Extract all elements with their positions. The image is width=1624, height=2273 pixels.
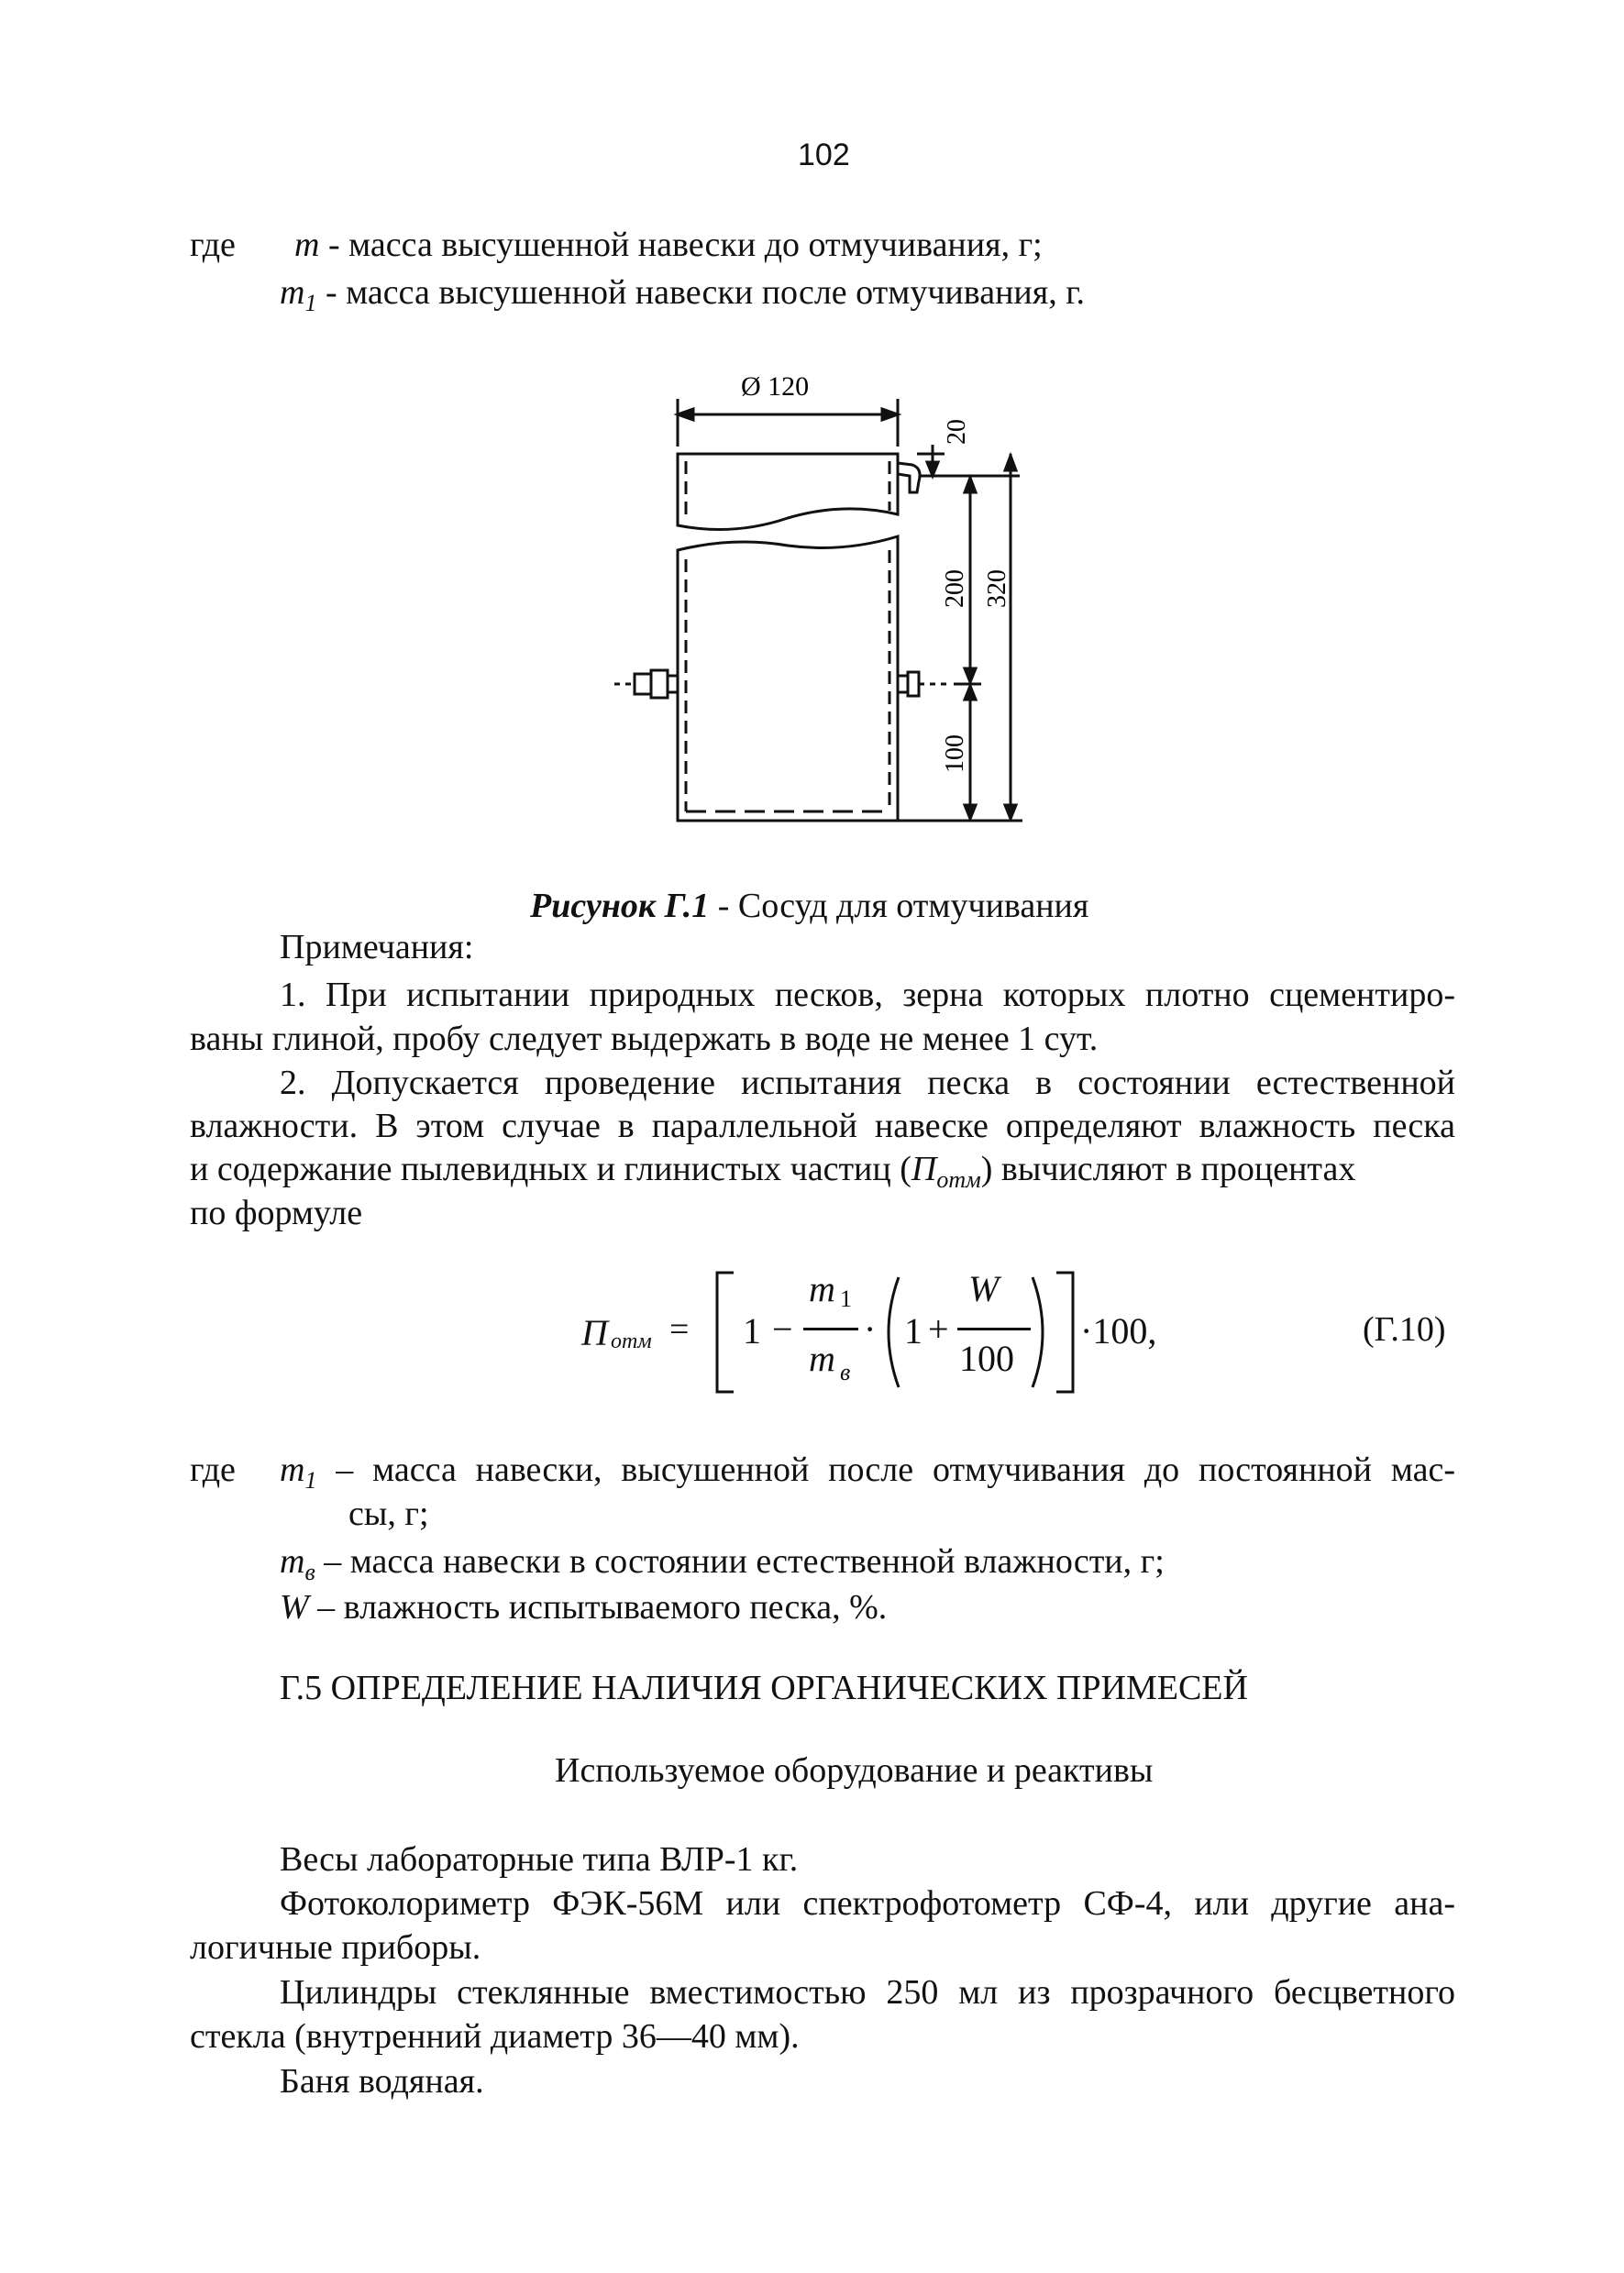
note-2-line-1: 2. Допускается проведение испытания песка в состоянии естественной <box>280 1064 1455 1102</box>
dimension-200: 200 <box>941 569 969 608</box>
definition-mv-text: – масса навески в состоянии естественной влажности, г; <box>324 1542 1165 1581</box>
figure-caption-label: Рисунок Г.1 <box>530 887 710 925</box>
fraction-numerator-m: m <box>809 1268 835 1309</box>
paragraph-photocolorimeter-line-1: Фотоколориметр ФЭК-56М или спектрофотометр СФ-4, или другие ана- <box>280 1884 1455 1923</box>
formula-dot: · <box>864 1308 877 1350</box>
definition-m1-2-cont: сы, г; <box>348 1495 429 1533</box>
paragraph-photocolorimeter-line-2: логичные приборы. <box>190 1928 481 1967</box>
symbol-m1: m <box>280 273 305 312</box>
formula-lhs-sub: отм <box>611 1330 652 1353</box>
definition-m <box>294 224 1043 266</box>
left-bracket <box>706 1263 743 1401</box>
fraction-numerator-w: W <box>968 1268 1000 1309</box>
symbol-mv: m <box>280 1542 305 1581</box>
definition-m1-text: - масса высушенной навески после отмучивания, г. <box>325 273 1086 312</box>
dimension-320: 320 <box>983 569 1011 608</box>
dimension-diameter: Ø 120 <box>741 371 810 402</box>
formula-number: (Г.10) <box>1363 1310 1446 1349</box>
symbol-mv-sub: в <box>304 1559 315 1585</box>
note-2-line-3-end: ) вычисляют в процентах <box>980 1150 1356 1188</box>
notes-heading: Примечания: <box>280 928 474 966</box>
symbol-m1-sub: 1 <box>304 290 317 316</box>
section-subheading: Используемое оборудование и реактивы <box>555 1751 1154 1790</box>
fraction-denominator-m: m <box>809 1338 835 1379</box>
symbol-p-otm-sub: отм <box>936 1166 981 1193</box>
symbol-w: W <box>280 1588 309 1627</box>
section-heading: Г.5 ОПРЕДЕЛЕНИЕ НАЛИЧИЯ ОРГАНИЧЕСКИХ ПРИМЕСЕЙ <box>280 1669 1248 1707</box>
right-bracket <box>1047 1263 1084 1401</box>
symbol-p-otm: П <box>911 1150 937 1188</box>
fraction-bar-1 <box>803 1328 858 1330</box>
note-2-line-3-start: и содержание пылевидных и глинистых частиц ( <box>190 1150 911 1188</box>
where-word: где <box>190 226 236 264</box>
symbol-m: m <box>294 226 320 264</box>
left-paren <box>877 1273 904 1392</box>
definition-w <box>280 1586 887 1628</box>
symbol-m1-2: m <box>280 1451 305 1489</box>
formula-g10 <box>569 1263 1467 1401</box>
definition-m1 <box>280 271 1085 325</box>
dimension-100: 100 <box>941 734 969 773</box>
note-1-line-2: ваны глиной, пробу следует выдержать в воде не менее 1 сут. <box>190 1020 1099 1058</box>
note-2-line-3 <box>190 1148 1455 1201</box>
paragraph-scales: Весы лабораторные типа ВЛР-1 кг. <box>280 1840 799 1879</box>
formula-plus: + <box>928 1308 949 1350</box>
formula-minus: − <box>772 1308 793 1350</box>
symbol-m1-2-sub: 1 <box>304 1467 317 1494</box>
where-word-2: где <box>190 1451 236 1489</box>
definition-m-text: - масса высушенной навески до отмучивания, г; <box>327 226 1043 264</box>
definition-m1-2-text: – масса навески, высушенной после отмучивания до постоянной мас- <box>336 1451 1455 1489</box>
fraction-numerator-sub: 1 <box>840 1285 852 1312</box>
definition-w-text: – влажность испытываемого песка, %. <box>317 1588 888 1627</box>
page-number: 102 <box>798 138 850 172</box>
formula-lhs: П <box>581 1312 608 1353</box>
paragraph-water-bath: Баня водяная. <box>280 2062 484 2101</box>
formula-times-100: ·100, <box>1080 1310 1157 1352</box>
dimension-20: 20 <box>943 419 971 445</box>
note-2-line-4: по формуле <box>190 1194 363 1232</box>
figure-caption <box>530 885 1088 927</box>
note-2-line-2: влажности. В этом случае в параллельной навеске определяют влажность песка <box>190 1107 1455 1145</box>
paragraph-cylinders-line-1: Цилиндры стеклянные вместимостью 250 мл из прозрачного бесцветного <box>280 1973 1455 2012</box>
formula-one: 1 <box>743 1310 761 1352</box>
vessel-drawing <box>605 362 1045 839</box>
note-1-line-1: 1. При испытании природных песков, зерна которых плотно сцементиро- <box>280 976 1455 1014</box>
fraction-denominator-100: 100 <box>959 1338 1014 1379</box>
formula-one-inner: 1 <box>904 1310 922 1352</box>
fraction-denominator-sub: в <box>840 1359 851 1385</box>
figure-caption-text: - Сосуд для отмучивания <box>709 887 1089 925</box>
definition-m1-2 <box>280 1449 1455 1502</box>
fraction-bar-2 <box>957 1328 1031 1330</box>
formula-equals: = <box>669 1310 690 1349</box>
paragraph-cylinders-line-2: стекла (внутренний диаметр 36—40 мм). <box>190 2017 800 2056</box>
